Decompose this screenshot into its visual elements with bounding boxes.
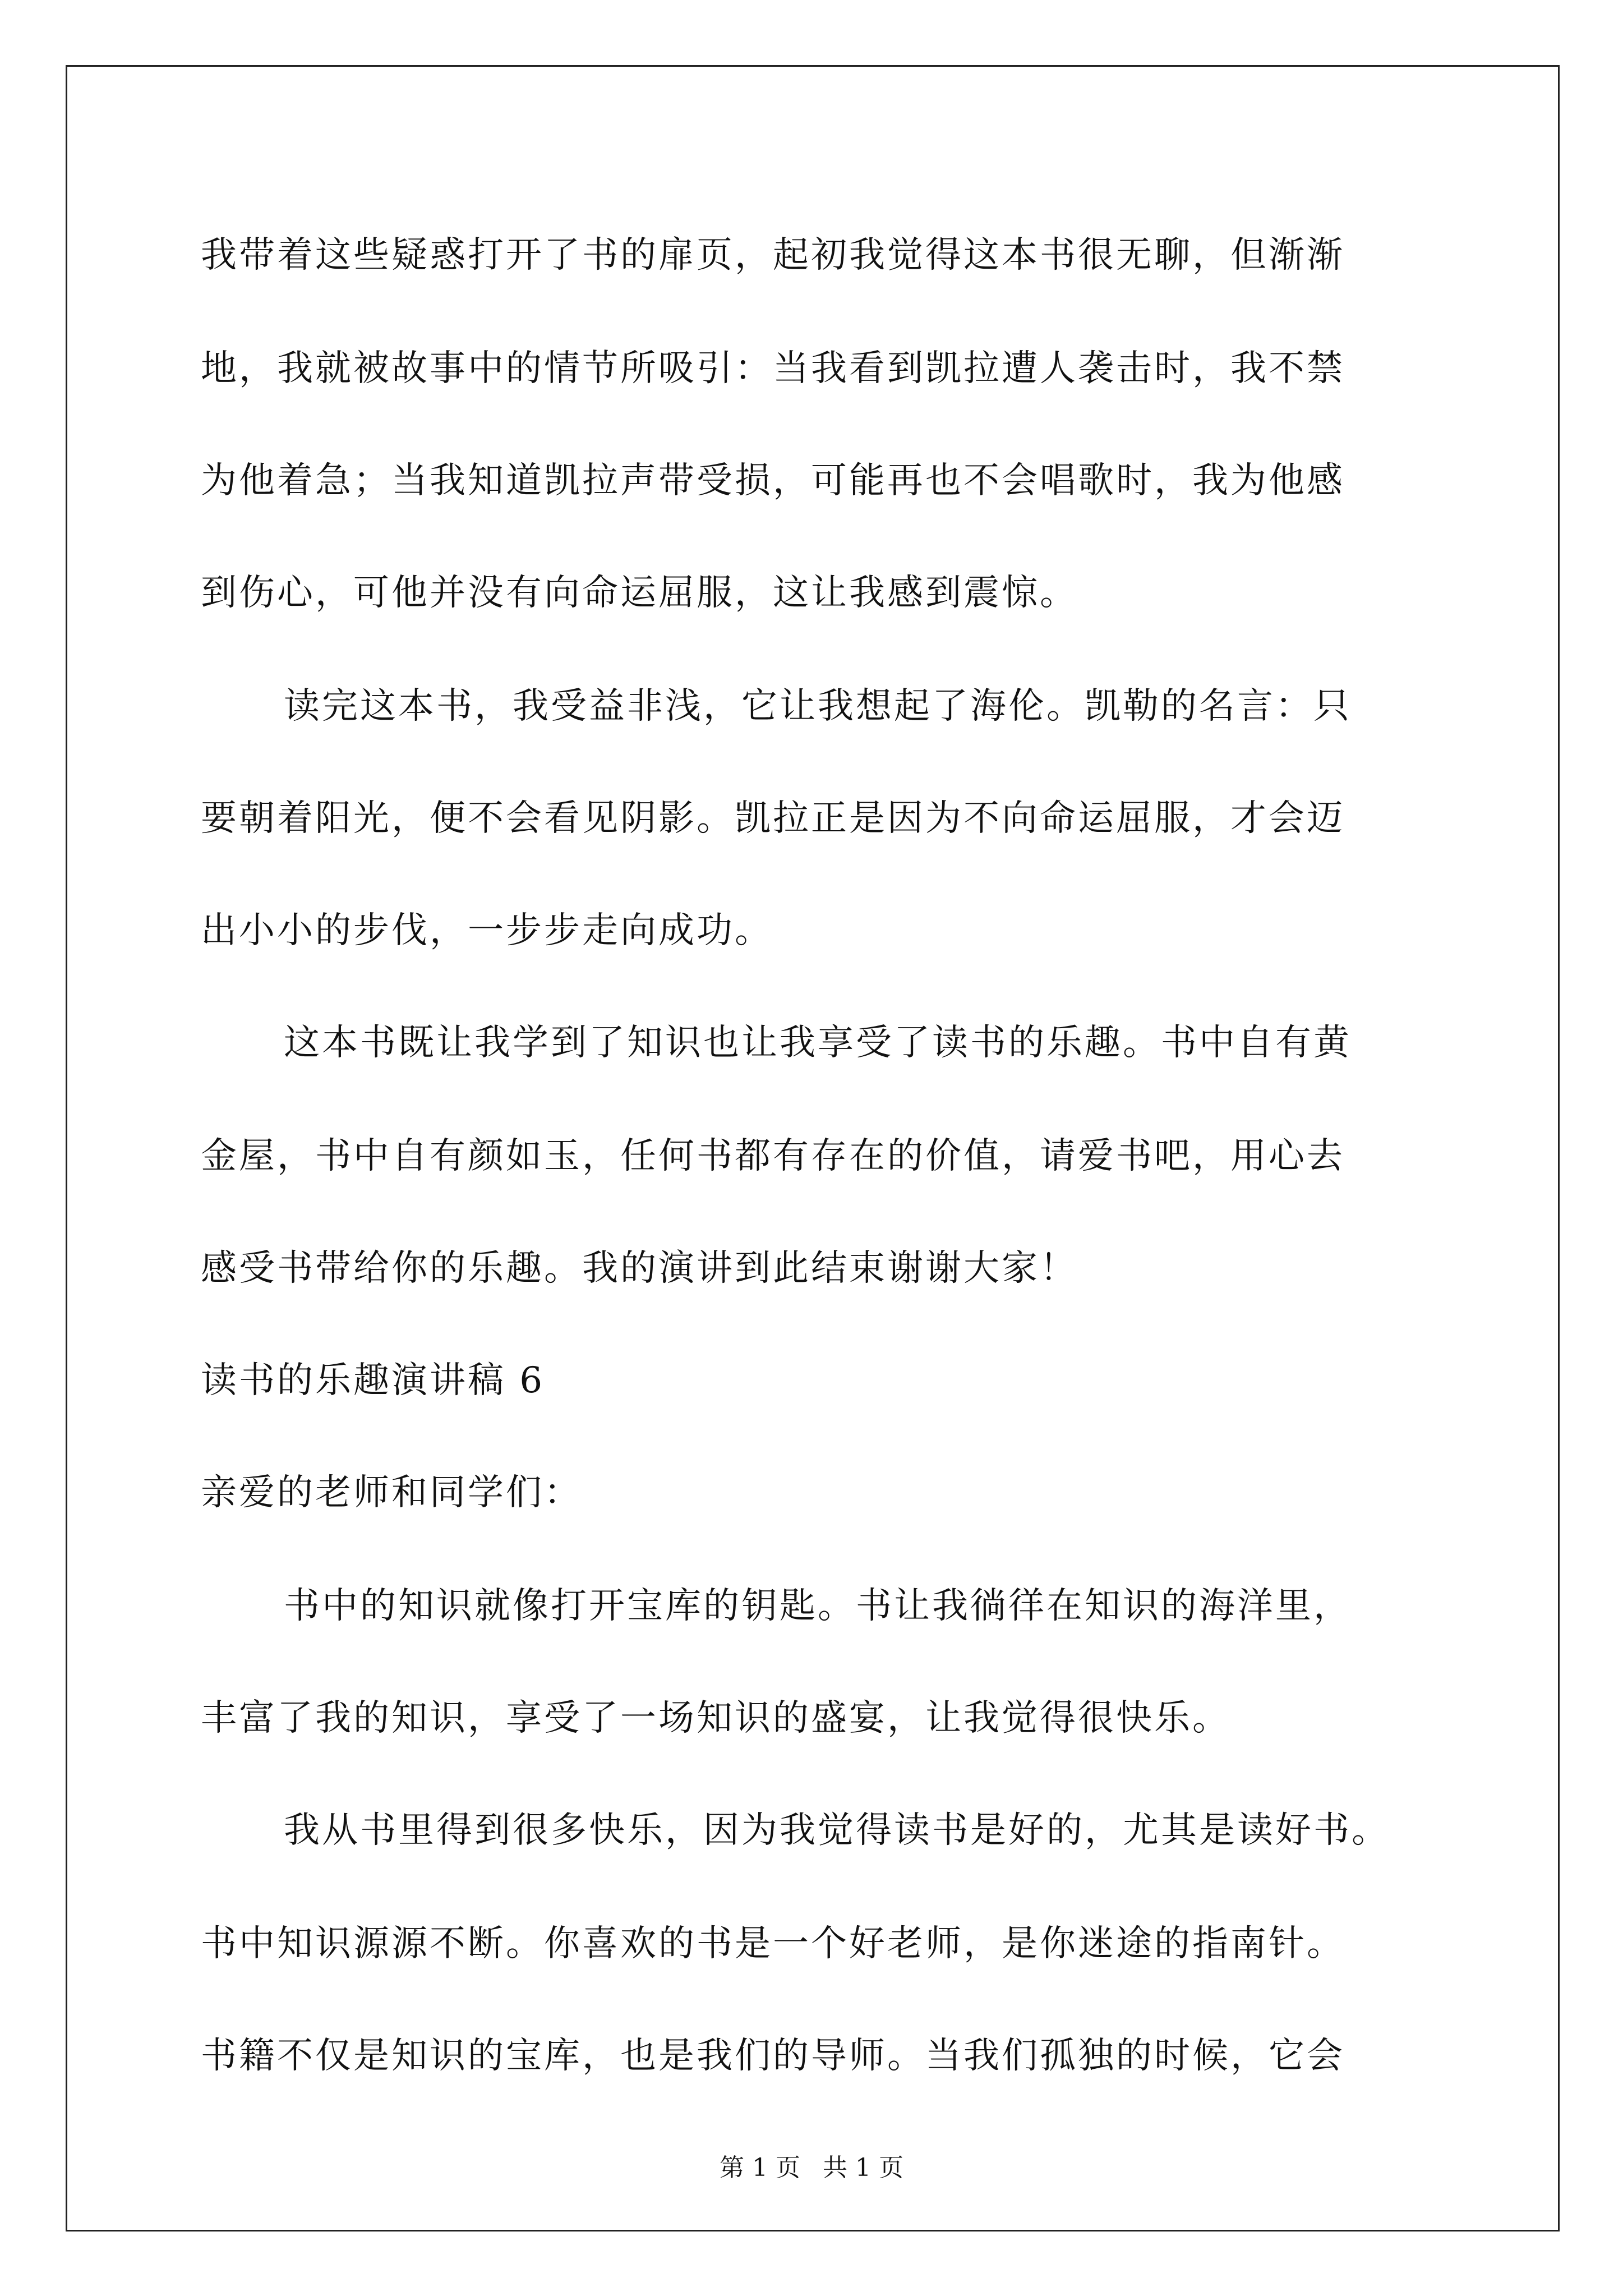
text-line: 金屋，书中自有颜如玉，任何书都有存在的价值，请爱书吧，用心去 <box>201 1135 1345 1177</box>
text-line: 出小小的步伐，一步步走向成功。 <box>201 910 773 951</box>
text-line: 到伤心，可他并没有向命运屈服，这让我感到震惊。 <box>201 572 1078 614</box>
section-heading: 读书的乐趣演讲稿 6 <box>201 1360 545 1401</box>
text-line: 丰富了我的知识，享受了一场知识的盛宴，让我觉得很快乐。 <box>201 1697 1230 1739</box>
text-line: 地，我就被故事中的情节所吸引：当我看到凯拉遭人袭击时，我不禁 <box>201 348 1345 389</box>
page-footer <box>0 2151 1623 2185</box>
page-total: 共 1 页 <box>823 2154 903 2182</box>
salutation-line: 亲爱的老师和同学们： <box>201 1472 582 1513</box>
text-line: 要朝着阳光，便不会看见阴影。凯拉正是因为不向命运屈服，才会迈 <box>201 798 1345 839</box>
paragraph-start-line: 读完这本书，我受益非浅，它让我想起了海伦。凯勒的名言：只 <box>284 685 1352 727</box>
paragraph-start-line: 我从书里得到很多快乐，因为我觉得读书是好的，尤其是读好书。 <box>284 1810 1390 1851</box>
page-number: 第 1 页 <box>720 2154 800 2182</box>
text-line: 感受书带给你的乐趣。我的演讲到此结束谢谢大家！ <box>201 1248 1078 1289</box>
text-line: 为他着急；当我知道凯拉声带受损，可能再也不会唱歌时，我为他感 <box>201 460 1345 501</box>
paragraph-start-line: 书中的知识就像打开宝库的钥匙。书让我徜徉在知识的海洋里， <box>284 1585 1352 1627</box>
text-line: 书中知识源源不断。你喜欢的书是一个好老师，是你迷途的指南针。 <box>201 1923 1345 1964</box>
text-line: 书籍不仅是知识的宝库，也是我们的导师。当我们孤独的时候，它会 <box>201 2035 1345 2077</box>
text-line: 我带着这些疑惑打开了书的扉页，起初我觉得这本书很无聊，但渐渐 <box>201 234 1345 276</box>
paragraph-start-line: 这本书既让我学到了知识也让我享受了读书的乐趣。书中自有黄 <box>284 1022 1352 1064</box>
